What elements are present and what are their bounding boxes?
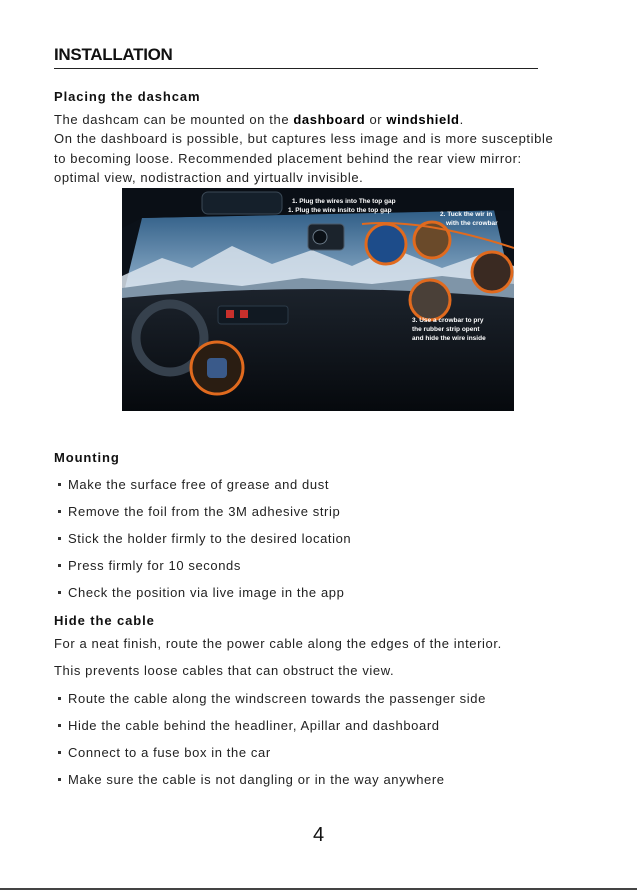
placing-line-2: On the dashboard is possible, but captures less image and is more susceptible [54,131,554,147]
placing-paragraph [54,110,594,187]
cable-paragraph-2: This prevents loose cables that can obstruct the view. [54,663,395,678]
list-item: Connect to a fuse box in the car [58,744,486,771]
display-indicator [226,310,234,318]
dashcam-installation-photo [122,188,514,411]
placing-line-1 [54,110,594,129]
title-divider [54,68,538,69]
photo-illustration [122,188,514,411]
photo-label-3c: and hide the wire inside [412,335,486,342]
placing-line-3: to becoming loose. Recommended placement behind the rear view mirror: [54,150,522,166]
list-item: Make sure the cable is not dangling or in the way anywhere [58,771,486,798]
dashboard-emphasis: dashboard [293,112,366,127]
placing-text: . [459,112,464,127]
placing-text: The dashcam can be mounted on the [54,112,294,127]
list-item: Check the position via live image in the app [58,584,351,611]
photo-label-1b: 1. Plug the wire insito the top gap [288,207,392,214]
charger-icon [207,358,227,378]
list-item: Stick the holder firmly to the desired location [58,530,351,557]
page-number: 4 [312,824,325,846]
closeup-4 [410,280,450,320]
photo-label-3b: the rubber strip opent [412,326,480,333]
placing-line-4: optimal view, nodistraction and yirtuallv invisible. [54,169,364,185]
dashcam-lens [313,230,327,244]
page-title: INSTALLATION [54,45,173,64]
mounting-list [58,476,351,611]
section-heading-cable: Hide the cable [54,613,155,628]
windshield-emphasis: windshield [386,112,460,127]
closeup-1 [366,224,406,264]
rear-view-mirror [202,192,282,214]
section-heading-placing: Placing the dashcam [54,89,201,104]
photo-label-3a: 3. Use a crowbar to pry [412,317,484,324]
list-item: Make the surface free of grease and dust [58,476,351,503]
footer-divider [0,888,637,890]
list-item: Press firmly for 10 seconds [58,557,351,584]
display-indicator [240,310,248,318]
photo-label-1a: 1. Plug the wires into The top gap [292,198,396,205]
photo-label-2b: with the crowbar [446,220,498,227]
section-heading-mounting: Mounting [54,450,120,465]
closeup-3 [472,252,512,292]
cable-paragraph-1: For a neat finish, route the power cable along the edges of the interior. [54,636,502,651]
placing-text: or [365,112,387,127]
cable-list [58,690,486,798]
photo-label-2a: 2. Tuck the wir in [440,211,493,218]
list-item: Route the cable along the windscreen towards the passenger side [58,690,486,717]
list-item: Remove the foil from the 3M adhesive strip [58,503,351,530]
list-item: Hide the cable behind the headliner, Apillar and dashboard [58,717,486,744]
